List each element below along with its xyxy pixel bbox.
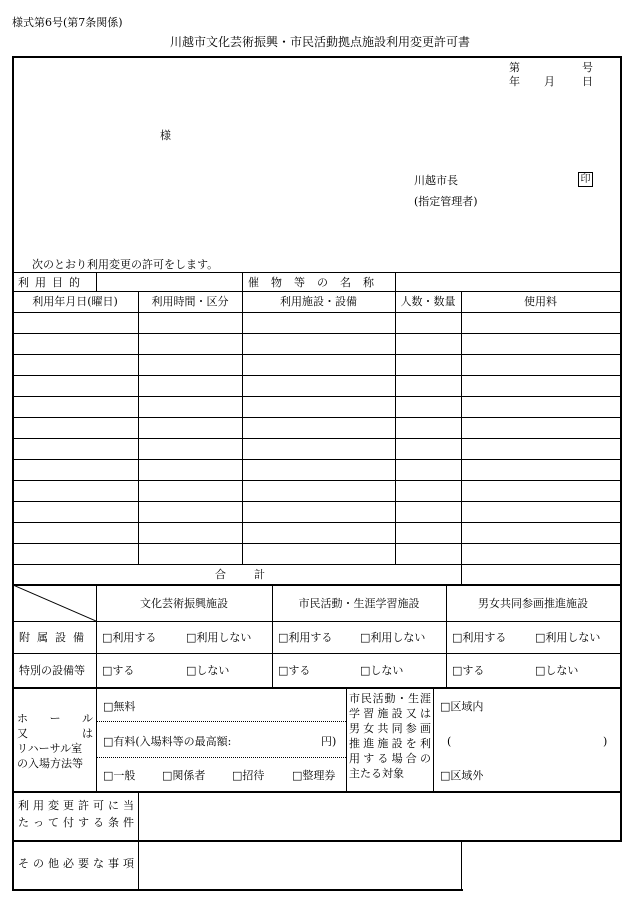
designated-manager-label: (指定管理者) [414,195,478,208]
general-checkbox[interactable]: □一般 [103,769,136,782]
col-facility: 利用施設・設備 [280,295,357,308]
outer-top [12,56,622,58]
col-line [446,585,447,688]
gender-special-no-checkbox[interactable]: □しない [535,664,579,677]
conditions-label-line1: 利用変更許可に当 [18,799,134,812]
notice-text: 次のとおり利用変更の許可をします。 [32,258,219,271]
hall-label-line4: の入場方法等 [17,757,83,770]
col-line [138,291,139,564]
purpose-label: 利用目的 [18,276,86,289]
col-line [272,585,273,688]
side-label-line4: 推進施設を利 [349,737,431,750]
conditions-label-line2: たって付する条件 [18,816,134,829]
col-line [395,291,396,564]
side-label-line6: 主たる対象 [349,767,404,780]
side-label-line1: 市民活動・生涯 [349,692,431,705]
row-line [12,621,622,622]
row-line [12,840,622,842]
gender-special-yes-checkbox[interactable]: □する [452,664,485,677]
dotted-divider [96,757,346,758]
row-line [12,417,622,418]
row-line [12,522,622,523]
special-equipment-label: 特別の設備等 [19,664,85,677]
side-label-line2: 学習施設又は [349,707,431,720]
row-line [12,375,622,376]
col-line [433,688,434,792]
header-gender: 男女共同参画推進施設 [478,597,588,610]
row-line [12,333,622,334]
mayor-label: 川越市長 [414,174,458,187]
outside-area-checkbox[interactable]: □区域外 [440,769,484,782]
row-line [12,687,622,689]
form-number: 様式第6号(第7条関係) [12,16,123,29]
free-checkbox[interactable]: □無料 [103,700,136,713]
bottom-line [12,889,463,891]
related-checkbox[interactable]: □関係者 [162,769,206,782]
civic-use-checkbox[interactable]: □利用する [278,631,333,644]
seal-icon: 印 [578,172,593,187]
row-line [12,354,622,355]
side-label-line5: 用する場合の [349,752,431,765]
paren-open: ( [447,735,452,748]
col-date: 利用年月日(曜日) [32,295,118,308]
go-label: 号 [582,61,593,74]
civic-special-yes-checkbox[interactable]: □する [278,664,311,677]
dotted-divider [96,721,346,722]
dai-label: 第 [509,61,520,74]
row-line [12,291,622,292]
row-line [12,564,622,565]
col-line [461,291,462,585]
day-label: 日 [582,75,593,88]
side-label-line3: 男女共同参画 [349,722,431,735]
outer-right [620,56,622,841]
civic-special-no-checkbox[interactable]: □しない [360,664,404,677]
row-line [12,480,622,481]
month-label: 月 [544,75,555,88]
sama-label: 様 [160,129,171,142]
row-line [12,438,622,439]
row-line [12,791,622,793]
gender-use-checkbox[interactable]: □利用する [452,631,507,644]
culture-special-no-checkbox[interactable]: □しない [186,664,230,677]
outer-left [12,56,14,891]
col-line [96,688,97,792]
invitation-checkbox[interactable]: □招待 [232,769,265,782]
col-time: 利用時間・区分 [151,295,229,308]
row-line [12,653,622,654]
col-line [242,291,243,564]
culture-special-yes-checkbox[interactable]: □する [102,664,135,677]
col-line [461,841,462,891]
civic-nouse-checkbox[interactable]: □利用しない [360,631,426,644]
gender-nouse-checkbox[interactable]: □利用しない [535,631,601,644]
paid-checkbox[interactable]: □有料(入場料等の最高額: [103,735,232,748]
row-line [12,501,622,502]
col-line [346,688,347,792]
document-title: 川越市文化芸術振興・市民活動拠点施設利用変更許可書 [170,35,471,49]
col-line [395,272,396,292]
col-line [96,272,97,292]
row-line [12,312,622,313]
row-line [12,396,622,397]
hall-label-line3: リハーサル室 [17,742,83,755]
col-fee: 使用料 [524,295,557,308]
numbered-ticket-checkbox[interactable]: □整理券 [292,769,336,782]
header-culture: 文化芸術振興施設 [140,597,228,610]
diagonal-line [13,585,96,621]
header-civic: 市民活動・生涯学習施設 [298,597,420,610]
accessory-label: 附属設備 [19,631,91,644]
year-label: 年 [509,75,520,88]
paren-close: ) [603,735,608,748]
col-line [242,272,243,292]
row-line [12,272,622,273]
total-label: 合計 [215,568,293,581]
hall-label-line1: ホール [17,712,93,725]
yen-label: 円) [321,735,337,748]
hall-label-line2: 又は [17,727,93,740]
col-line [96,585,97,688]
col-count: 人数・数量 [400,295,456,308]
culture-nouse-checkbox[interactable]: □利用しない [186,631,252,644]
inside-area-checkbox[interactable]: □区域内 [440,700,484,713]
other-label: その他必要な事項 [18,857,134,870]
row-line [12,584,622,586]
row-line [12,459,622,460]
culture-use-checkbox[interactable]: □利用する [102,631,157,644]
row-line [12,543,622,544]
event-name-label: 催物等の名称 [248,276,386,289]
